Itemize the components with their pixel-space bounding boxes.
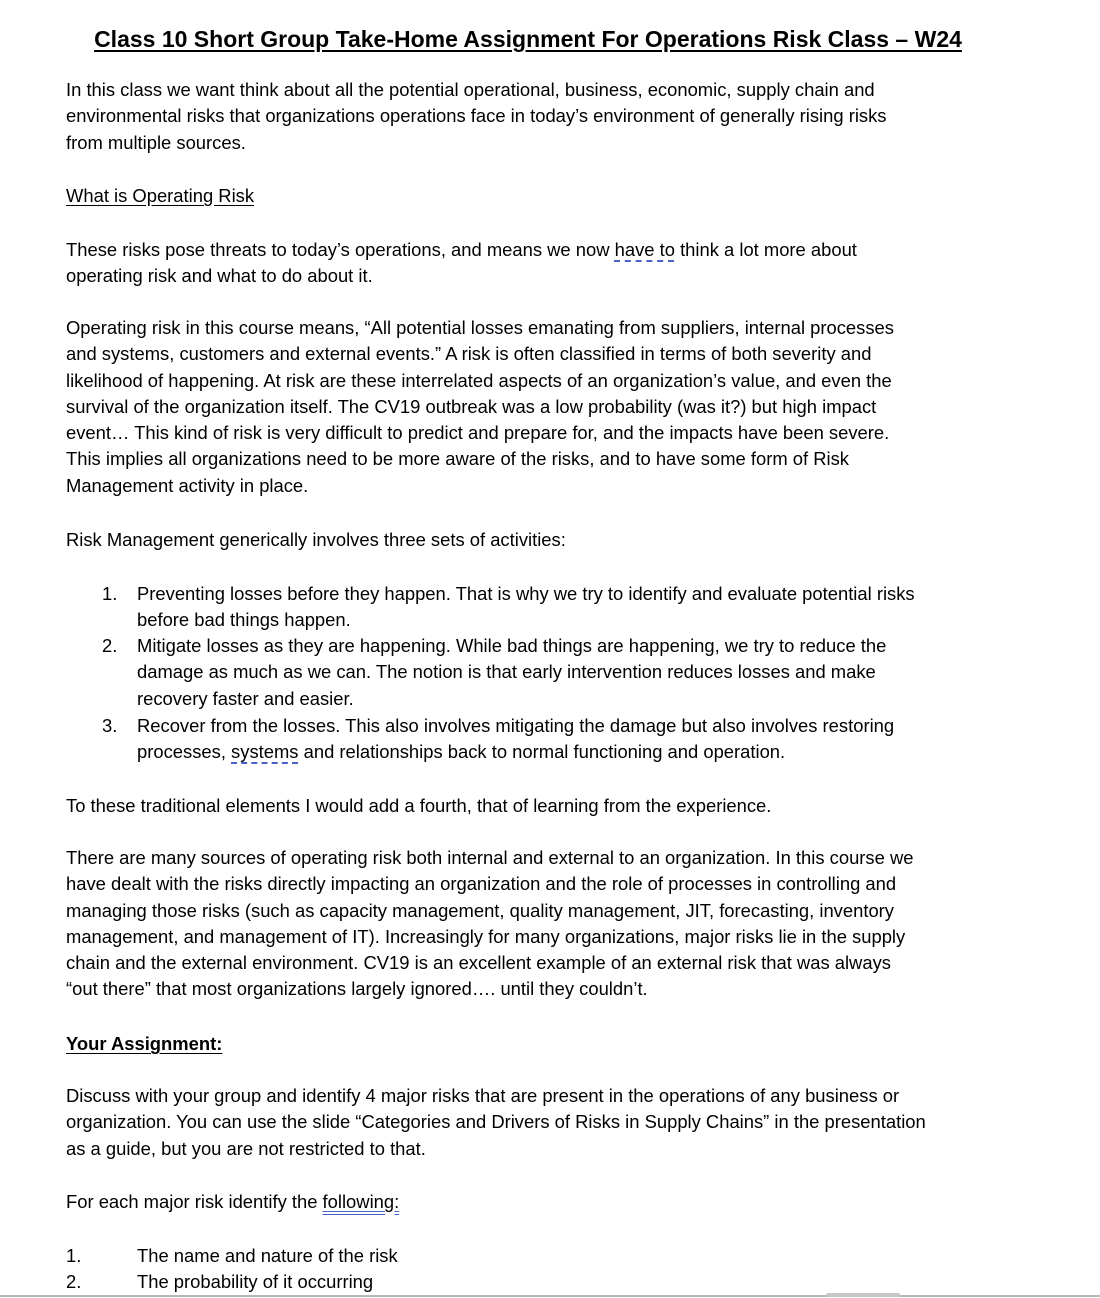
intro-line: In this class we want think about all the potential operational, business, economic, supply chain and <box>66 79 875 100</box>
list-number: 2. <box>66 1271 82 1292</box>
discuss-line: as a guide, but you are not restricted to that. <box>66 1137 426 1159</box>
definition-line: survival of the organization itself. The CV19 outbreak was a low probability (was it?) but high impact <box>66 395 877 417</box>
threats-line: operating risk and what to do about it. <box>66 265 373 287</box>
definition-paragraph <box>66 315 894 499</box>
section-heading <box>66 183 254 209</box>
list-number: 1. <box>66 1245 82 1266</box>
list-item-line <box>137 739 894 765</box>
list-item <box>137 713 894 766</box>
list-item-text: and relationships back to normal functioning and operation. <box>298 741 786 763</box>
definition-line: Operating risk in this course means, “All potential losses emanating from suppliers, internal processes <box>66 317 894 338</box>
list-number: 2. <box>102 635 118 656</box>
definition-line: event… This kind of risk is very difficult to predict and prepare for, and the impacts have been severe. <box>66 422 890 444</box>
list-number: 3. <box>102 715 118 736</box>
list-item <box>137 633 886 712</box>
sources-paragraph <box>66 845 913 1003</box>
list-item-line: damage as much as we can. The notion is that early intervention reduces losses and make <box>137 661 876 683</box>
sources-line: managing those risks (such as capacity management, quality management, JIT, forecasting, inventory <box>66 899 894 921</box>
section-heading-text: What is Operating Risk <box>66 185 255 206</box>
fourth-element: To these traditional elements I would add a fourth, that of learning from the experience. <box>66 795 772 816</box>
threats-text: think a lot more about <box>674 239 857 260</box>
for-each-line <box>66 1189 399 1215</box>
following-flag[interactable]: following: <box>322 1191 400 1212</box>
rm-intro: Risk Management generically involves three sets of activities: <box>66 529 566 550</box>
sources-line: chain and the external environment. CV19 is an excellent example of an external risk that was always <box>66 952 891 974</box>
list-number: 1. <box>102 583 118 604</box>
threats-paragraph <box>66 237 857 290</box>
discuss-line: organization. You can use the slide “Categories and Drivers of Risks in Supply Chains” in the presentation <box>66 1111 926 1133</box>
horizontal-scrollbar[interactable] <box>826 1293 900 1297</box>
sources-line: There are many sources of operating risk both internal and external to an organization. In this course we <box>66 847 914 868</box>
grammar-flag[interactable]: systems <box>231 741 299 763</box>
threats-line <box>66 237 857 263</box>
intro-paragraph <box>66 77 887 156</box>
for-each-text: For each major risk identify the <box>66 1191 323 1212</box>
list-item-line: recovery faster and easier. <box>137 687 354 709</box>
definition-line: and systems, customers and external events.” A risk is often classified in terms of both severity and <box>66 343 872 365</box>
threats-text: These risks pose threats to today’s operations, and means we now <box>66 239 615 260</box>
sources-line: “out there” that most organizations largely ignored…. until they couldn’t. <box>66 978 648 1000</box>
definition-line: This implies all organizations need to be more aware of the risks, and to have some form of Risk <box>66 448 849 470</box>
list-item: The name and nature of the risk <box>137 1245 398 1266</box>
list-item-line: Recover from the losses. This also involves mitigating the damage but also involves restoring <box>137 715 895 736</box>
discuss-paragraph <box>66 1083 926 1162</box>
definition-line: Management activity in place. <box>66 474 309 496</box>
list-item-line: Preventing losses before they happen. That is why we try to identify and evaluate potential risks <box>137 583 915 604</box>
list-item-text: processes, <box>137 741 232 763</box>
intro-line: environmental risks that organizations operations face in today’s environment of generally rising risks <box>66 105 887 127</box>
definition-line: likelihood of happening. At risk are these interrelated aspects of an organization’s value, and even the <box>66 369 892 391</box>
list-item-line: Mitigate losses as they are happening. While bad things are happening, we try to reduce the <box>137 635 887 656</box>
list-item: The probability of it occurring <box>137 1271 374 1292</box>
assignment-heading-text: Your Assignment: <box>66 1033 223 1054</box>
sources-line: have dealt with the risks directly impacting an organization and the role of processes in controlling and <box>66 873 897 895</box>
grammar-flag[interactable]: have to <box>614 239 675 260</box>
intro-line: from multiple sources. <box>66 131 246 153</box>
page-bottom-edge <box>0 1295 1100 1297</box>
list-item <box>137 581 915 634</box>
discuss-line: Discuss with your group and identify 4 major risks that are present in the operations of any business or <box>66 1085 900 1106</box>
list-item-line: before bad things happen. <box>137 609 351 631</box>
sources-line: management, and management of IT). Increasingly for many organizations, major risks lie in the supply <box>66 925 906 947</box>
assignment-heading <box>66 1031 222 1057</box>
document-title: Class 10 Short Group Take-Home Assignment For Operations Risk Class – W24 <box>94 26 962 52</box>
